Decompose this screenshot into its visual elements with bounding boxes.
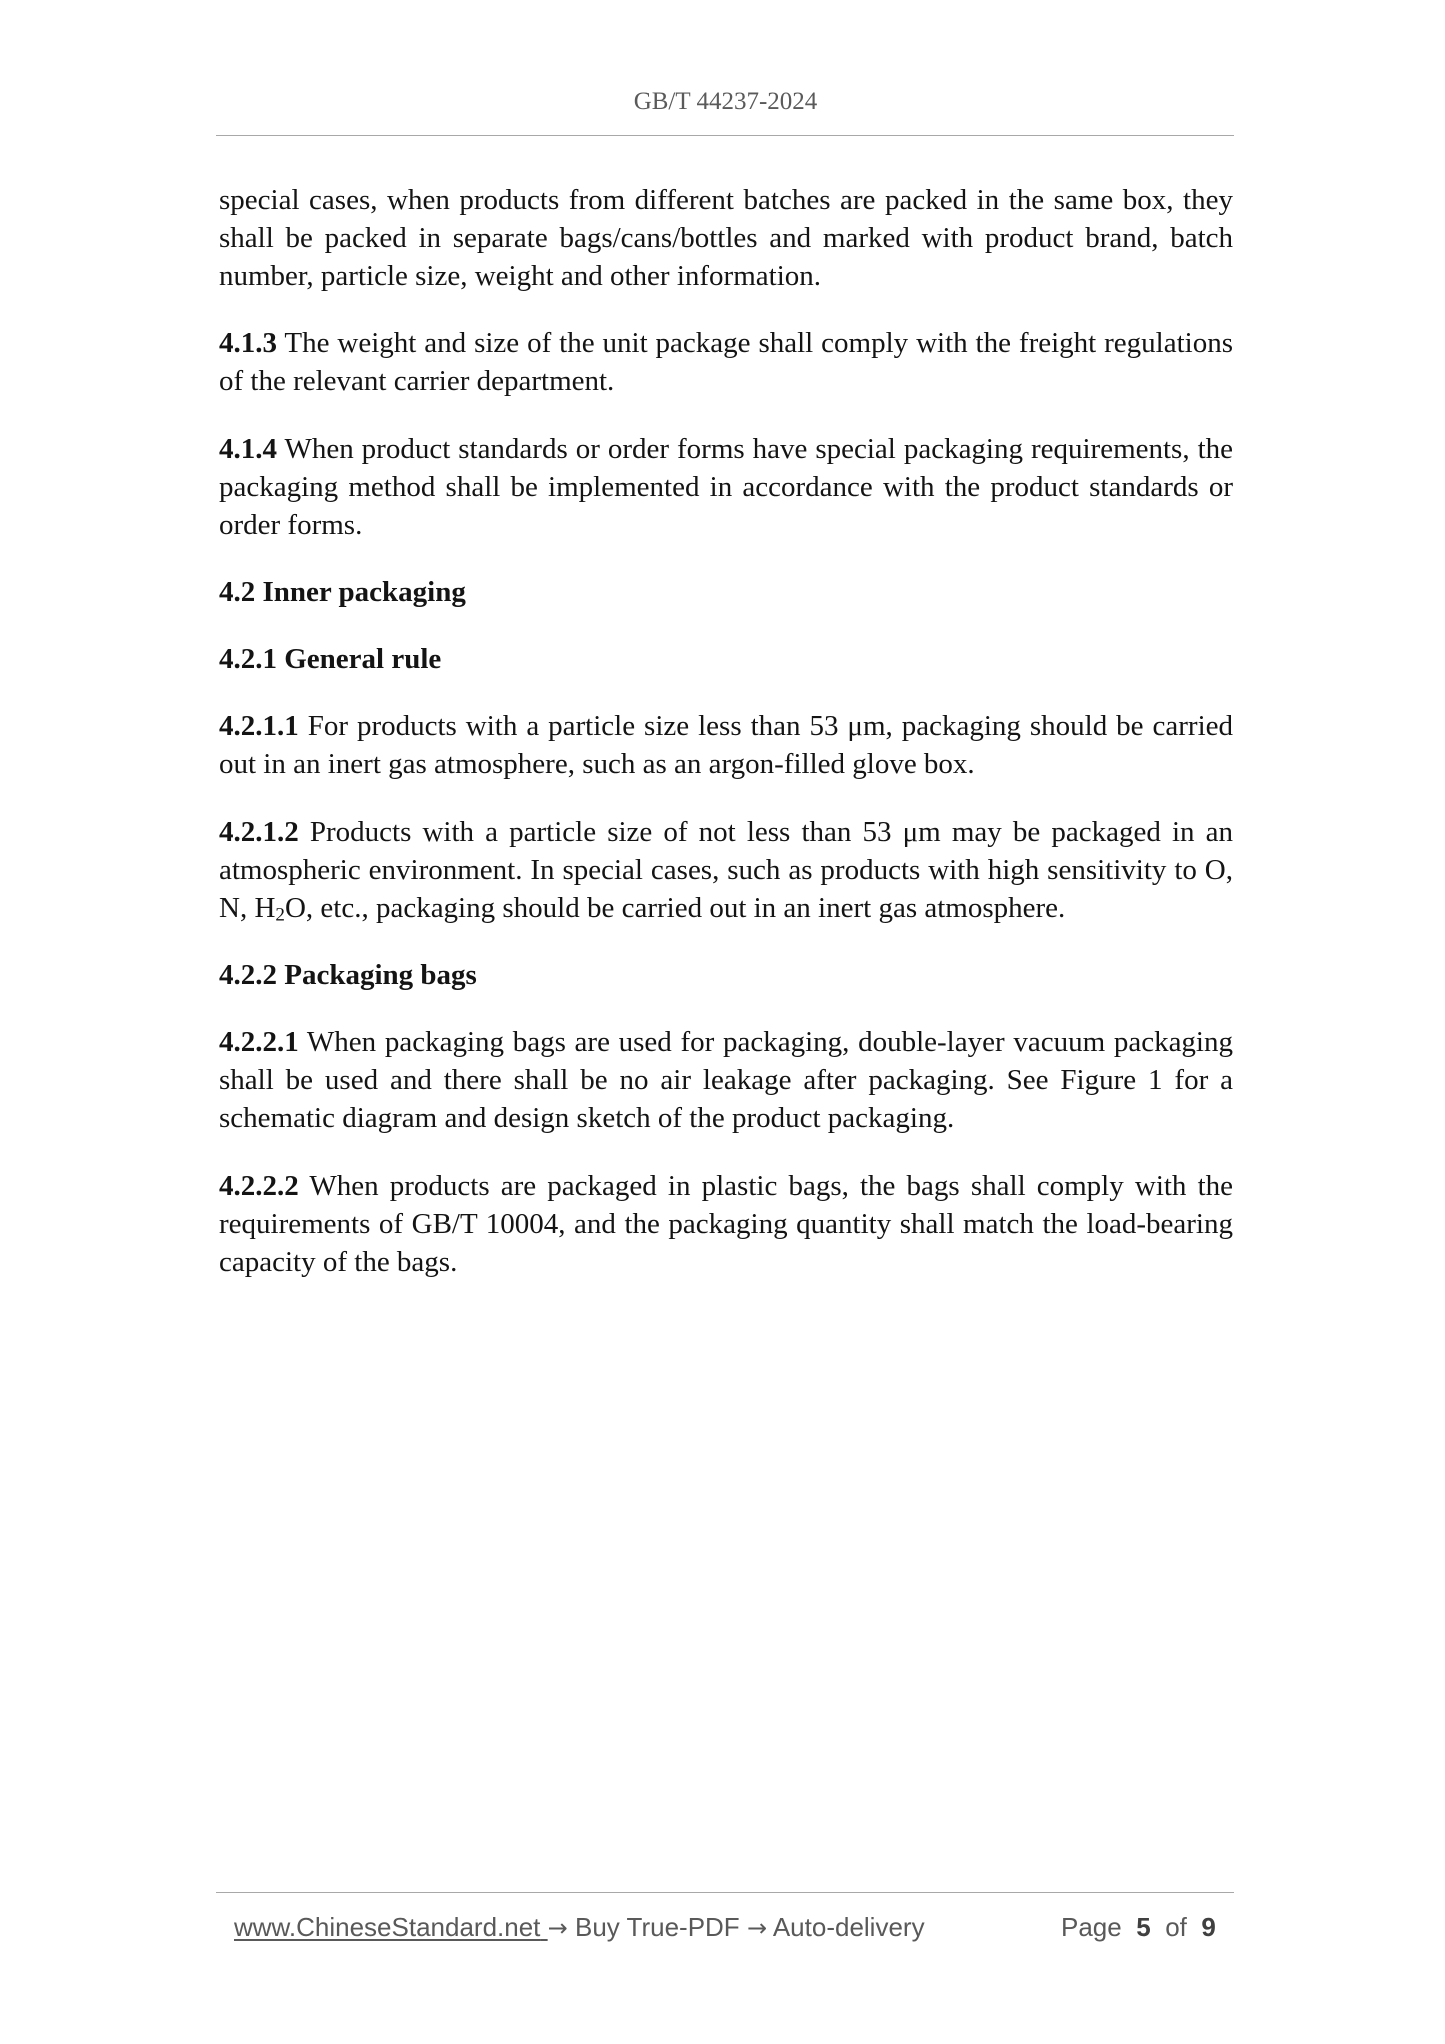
- arrow-right-icon: →: [746, 1914, 768, 1942]
- clause-4-2-1-2: [219, 813, 1233, 927]
- section-heading-4-2-1: [219, 640, 1233, 678]
- paragraph-text: special cases, when products from different batches are packed in the same box, they shall be packed in separate bags/cans/bottles and marked with product brand, batch number, particle size, weight and other information.: [219, 184, 1233, 292]
- page-of-label: of: [1165, 1912, 1187, 1942]
- document-code: GB/T 44237-2024: [633, 88, 818, 115]
- clause-4-2-2-2: [219, 1167, 1233, 1281]
- buy-label: Buy True-PDF: [574, 1912, 740, 1942]
- heading-number: 4.2.2: [219, 959, 277, 992]
- document-body: [219, 181, 1233, 1281]
- section-heading-4-2: [219, 573, 1233, 611]
- clause-text: For products with a particle size less than 53 μm, packaging should be carried out in an inert gas atmosphere, such as an argon-filled glove box.: [219, 710, 1233, 781]
- page-header: [219, 87, 1232, 117]
- clause-text: When product standards or order forms have special packaging requirements, the packaging method shall be implemented in accordance with the product standards or order forms.: [219, 432, 1233, 541]
- arrow-right-icon: →: [547, 1914, 568, 1942]
- page-label: Page: [1061, 1912, 1122, 1942]
- clause-number: 4.1.3: [219, 327, 277, 360]
- clause-number: 4.2.2.1: [219, 1026, 299, 1059]
- clause-text: When products are packaged in plastic bags, the bags shall comply with the requirements of GB/T 10004, and the packaging quantity shall match the load-bearing capacity of the bags.: [219, 1169, 1233, 1278]
- chemical-subscript: 2: [275, 904, 285, 926]
- footer-promo: [234, 1912, 925, 1943]
- page-total: 9: [1201, 1912, 1216, 1942]
- page-indicator: [1061, 1912, 1216, 1942]
- heading-title: Inner packaging: [262, 575, 466, 608]
- heading-number: 4.2: [219, 575, 256, 608]
- clause-text-continued: O, etc., packaging should be carried out in an inert gas atmosphere.: [284, 891, 1066, 924]
- paragraph-continued: [219, 181, 1233, 295]
- page-current: 5: [1136, 1912, 1151, 1942]
- heading-title: Packaging bags: [284, 959, 477, 992]
- clause-text: When packaging bags are used for packaging, double-layer vacuum packaging shall be used and there shall be no air leakage after packaging. See Figure 1 for a schematic diagram and design sketch of the product packaging.: [219, 1026, 1233, 1135]
- header-divider: [216, 135, 1234, 136]
- site-link[interactable]: www.ChineseStandard.net: [234, 1912, 541, 1942]
- footer-divider: [216, 1892, 1234, 1893]
- clause-number: 4.1.4: [219, 432, 277, 465]
- section-heading-4-2-2: [219, 956, 1233, 994]
- clause-number: 4.2.1.1: [219, 710, 299, 743]
- clause-number: 4.2.1.2: [219, 815, 299, 848]
- clause-text: Products with a particle size of not less than 53 μm may be packaged in an atmospheric environment. In special cases, such as products with high sensitivity to O, N, H: [219, 815, 1234, 924]
- heading-number: 4.2.1: [219, 643, 277, 676]
- heading-title: General rule: [284, 643, 442, 676]
- clause-4-2-2-1: [219, 1023, 1233, 1137]
- clause-4-1-4: [219, 430, 1233, 544]
- clause-text: The weight and size of the unit package shall comply with the freight regulations of the relevant carrier department.: [219, 327, 1233, 398]
- delivery-label: Auto-delivery: [772, 1912, 925, 1942]
- clause-number: 4.2.2.2: [219, 1169, 299, 1202]
- clause-4-2-1-1: [219, 707, 1233, 783]
- clause-4-1-3: [219, 324, 1233, 400]
